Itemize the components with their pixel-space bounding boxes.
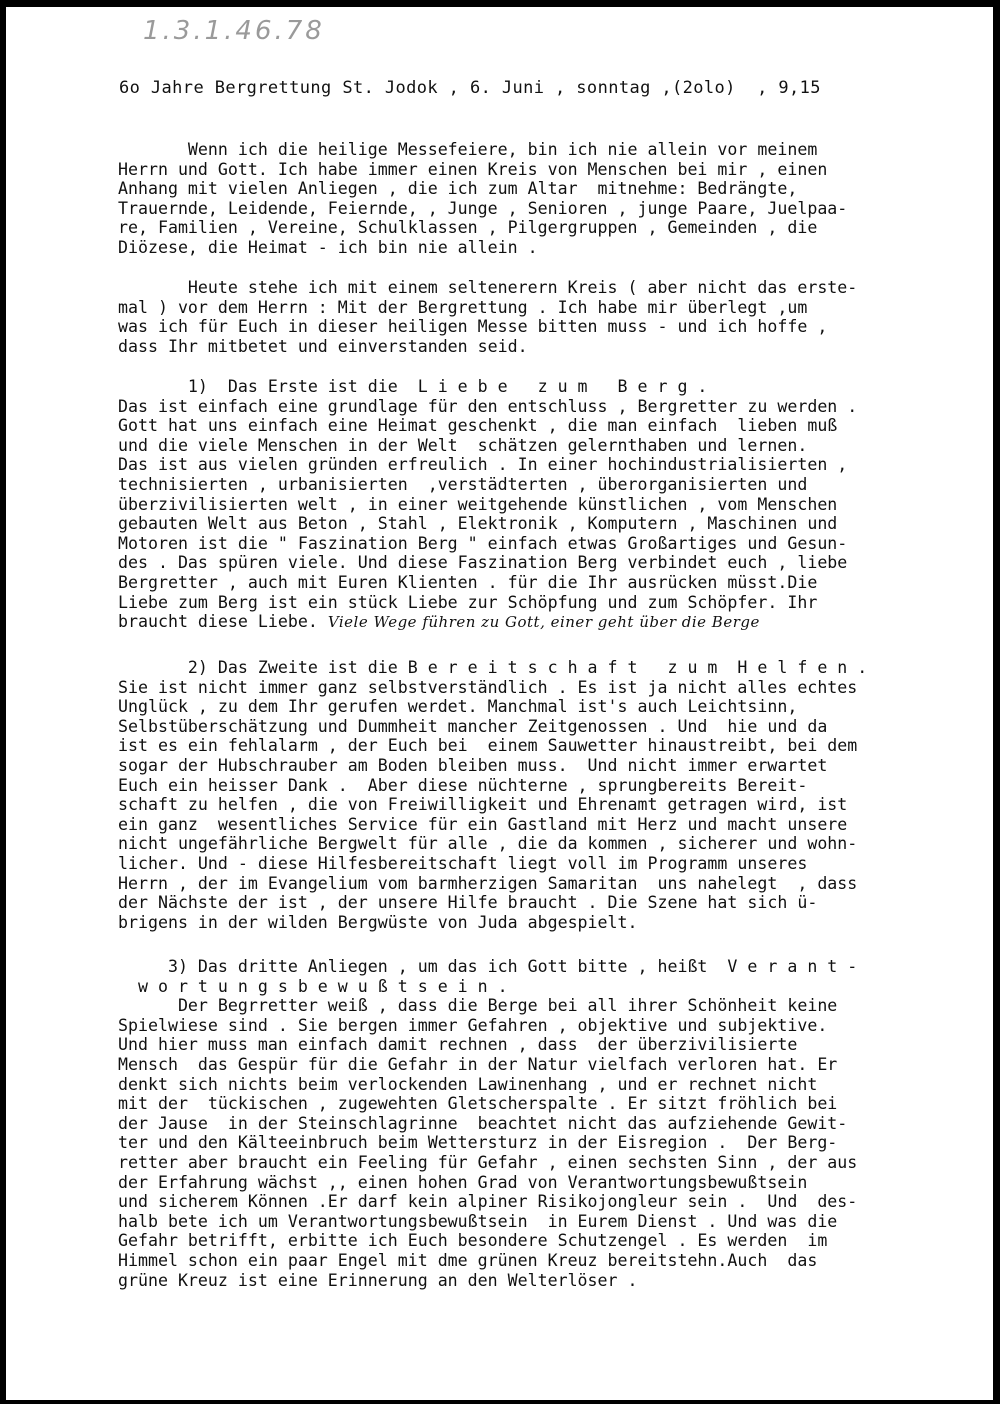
text-line: ein ganz wesentliches Service für ein Gastland mit Herz und macht unsere (118, 814, 848, 834)
archive-number: 1.3.1.46.78 (143, 16, 325, 46)
text-line: und die viele Menschen in der Welt schätzen gelernthaben und lernen. (118, 435, 808, 455)
text-line: Mensch das Gespür für die Gefahr in der Natur vielfach verloren hat. Er (118, 1054, 838, 1074)
text-line: dass Ihr mitbetet und einverstanden seid. (118, 336, 528, 356)
text-line: und sicherem Können .Er darf kein alpiner Risikojongleur sein . Und des- (118, 1192, 858, 1212)
paragraph-responsibility (118, 957, 990, 1290)
text-line: Herrn , der im Evangelium vom barmherzigen Samaritan uns nahelegt , dass (118, 873, 858, 893)
text-line: Unglück , zu dem Ihr gerufen werdet. Manchmal ist's auch Leichtsinn, (118, 697, 798, 717)
text-line: der Erfahrung wächst ,, einen hohen Grad von Verantwortungsbewußtsein (118, 1172, 808, 1192)
text-line-with-note (118, 612, 990, 632)
text-line: Liebe zum Berg ist ein stück Liebe zur Schöpfung und zum Schöpfer. Ihr (118, 592, 818, 612)
text-line: Selbstüberschätzung und Dummheit mancher Zeitgenossen . Und hie und da (118, 716, 828, 736)
text-line: re, Familien , Vereine, Schulklassen , Pilgergruppen , Gemeinden , die (118, 218, 818, 238)
text-line: Wenn ich die heilige Messefeiere, bin ich nie allein vor meinem (118, 140, 818, 159)
text-line: was ich für Euch in dieser heiligen Messe bitten muss - und ich hoffe , (118, 317, 828, 337)
text-line: überzivilisierten welt , in einer weitgehende künstlichen , vom Menschen (118, 494, 838, 514)
text-line: des . Das spüren viele. Und diese Faszination Berg verbindet euch , liebe (118, 553, 848, 573)
text-line: Und hier muss man einfach damit rechnen , dass der überzivilisierte (118, 1035, 798, 1055)
scan-border-left (0, 0, 6, 1404)
text-line: Diözese, die Heimat - ich bin nie allein . (118, 237, 538, 257)
text-line: Heute stehe ich mit einem seltenerern Kreis ( aber nicht das erste- (118, 278, 858, 297)
text-line: schaft zu helfen , die von Freiwilligkeit und Ehrenamt getragen wird, ist (118, 795, 848, 815)
document-heading: 6o Jahre Bergrettung St. Jodok , 6. Juni , sonntag ,(2olo) , 9,15 (119, 78, 821, 98)
text-line: mal ) vor dem Herrn : Mit der Bergrettung . Ich habe mir überlegt ,um (118, 297, 808, 317)
text-line: Der Begrretter weiß , dass die Berge bei all ihrer Schönheit keine (118, 996, 838, 1016)
paragraph-readiness-to-help (118, 658, 990, 932)
text-line: retter aber braucht ein Feeling für Gefahr , einen sechsten Sinn , der aus (118, 1152, 858, 1172)
scan-border-top (0, 0, 1000, 7)
text-line: Trauernde, Leidende, Feiernde, , Junge , Senioren , junge Paare, Juelpaa- (118, 198, 848, 218)
text-line: w o r t u n g s b e w u ß t s e i n . (118, 976, 508, 996)
text-line: Spielwiese sind . Sie bergen immer Gefahren , objektive und subjektive. (118, 1015, 828, 1035)
handwritten-note: Viele Wege führen zu Gott, einer geht über die Berge (327, 613, 760, 632)
text-line: licher. Und - diese Hilfesbereitschaft liegt voll im Programm unseres (118, 853, 808, 873)
text-line: Gefahr betrifft, erbitte ich Euch besondere Schutzengel . Es werden im (118, 1231, 828, 1251)
text-line: Himmel schon ein paar Engel mit dme grünen Kreuz bereitstehn.Auch das (118, 1250, 818, 1270)
text-line: grüne Kreuz ist eine Erinnerung an den Welterlöser . (118, 1270, 638, 1290)
text-line: ist es ein fehlalarm , der Euch bei einem Sauwetter hinaustreibt, bei dem (118, 736, 858, 756)
text-line: Gott hat uns einfach eine Heimat geschenkt , die man einfach lieben muß (118, 416, 838, 436)
paragraph-intro (118, 140, 990, 258)
text-line: sogar der Hubschrauber am Boden bleiben muss. Und nicht immer erwartet (118, 755, 828, 775)
text-line: halb bete ich um Verantwortungsbewußtsein in Eurem Dienst . Und was die (118, 1211, 838, 1231)
text-line: Das ist aus vielen gründen erfreulich . In einer hochindustrialisierten , (118, 455, 848, 475)
scan-border-bottom (0, 1400, 1000, 1404)
text-line: der Nächste der ist , der unsere Hilfe braucht . Die Szene hat sich ü- (118, 893, 818, 913)
paragraph-love-of-mountain (118, 377, 990, 632)
text-line: Das ist einfach eine grundlage für den entschluss , Bergretter zu werden . (118, 396, 858, 416)
text-line: braucht diese Liebe. (118, 612, 318, 632)
text-line: Anhang mit vielen Anliegen , die ich zum Altar mitnehme: Bedrängte, (118, 179, 798, 199)
text-line: brigens in der wilden Bergwüste von Juda abgespielt. (118, 912, 638, 932)
text-line: der Jause in der Steinschlagrinne beachtet nicht das aufziehende Gewit- (118, 1113, 848, 1133)
text-line: 2) Das Zweite ist die B e r e i t s c h a f t z u m H e l f e n . (118, 658, 868, 677)
text-line: Motoren ist die " Faszination Berg " einfach etwas Großartiges und Gesun- (118, 533, 848, 553)
text-line: ter und den Kälteeinbruch beim Wettersturz in der Eisregion . Der Berg- (118, 1133, 838, 1153)
text-line: 3) Das dritte Anliegen , um das ich Gott bitte , heißt V e r a n t - (118, 957, 858, 976)
text-line: Euch ein heisser Dank . Aber diese nüchterne , sprungbereits Bereit- (118, 775, 808, 795)
text-line: technisierten , urbanisierten ,verstädterten , überorganisierten und (118, 474, 808, 494)
text-line: Sie ist nicht immer ganz selbstverständlich . Es ist ja nicht alles echtes (118, 677, 858, 697)
scan-border-right (993, 0, 1000, 1404)
paragraph-mountain-rescue (118, 278, 990, 356)
text-line: gebauten Welt aus Beton , Stahl , Elektronik , Komputern , Maschinen und (118, 514, 838, 534)
text-line: 1) Das Erste ist die L i e b e z u m B e r g . (118, 377, 708, 396)
text-line: nicht ungefährliche Bergwelt für alle , die da kommen , sicherer und wohn- (118, 834, 858, 854)
text-line: Bergretter , auch mit Euren Klienten . für die Ihr ausrücken müsst.Die (118, 572, 818, 592)
text-line: Herrn und Gott. Ich habe immer einen Kreis von Menschen bei mir , einen (118, 159, 828, 179)
text-line: mit der tückischen , zugewehten Gletscherspalte . Er sitzt fröhlich bei (118, 1094, 838, 1114)
text-line: denkt sich nichts beim verlockenden Lawinenhang , und er rechnet nicht (118, 1074, 818, 1094)
